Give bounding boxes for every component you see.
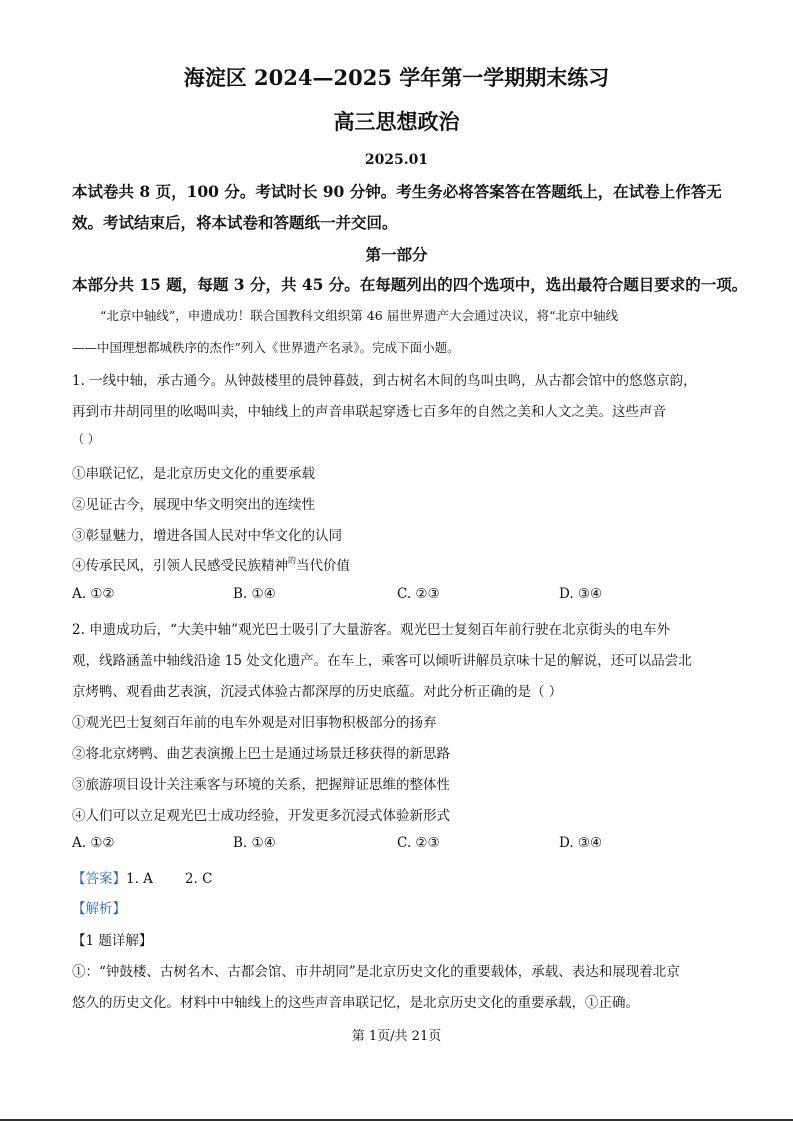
stray-mark: 的	[288, 556, 296, 565]
q2-option-c: C. ②③	[397, 835, 440, 851]
instructions-line-2: 效。考试结束后，将本试卷和答题纸一并交回。	[72, 213, 398, 232]
q1-statement-1: ①串联记忆，是北京历史文化的重要承载	[72, 466, 315, 482]
q2-statement-2: ②将北京烤鸭、曲艺表演搬上巴士是通过场景迁移获得的新思路	[72, 746, 450, 762]
material-line-1: “北京中轴线”，申遗成功！联合国教科文组织第 46 届世界遗产大会通过决议，将“北京中轴线	[100, 308, 619, 323]
q1-statement-4	[72, 554, 350, 574]
page-number: 第 1页/共 21页	[351, 1029, 442, 1044]
analysis-subheading: 【1 题详解】	[72, 933, 153, 949]
q1-stem-line-2: 再到市井胡同里的吆喝叫卖，中轴线上的声音串联起穿透七百多年的自然之美和人文之美。这些声音	[72, 404, 666, 420]
q2-option-d: D. ③④	[559, 835, 603, 851]
page-bottom-divider	[0, 1119, 793, 1121]
analysis-line-1: ①：“钟鼓楼、古树名木、古都会馆、市井胡同”是北京历史文化的重要载体，承载、表达和展现着北京	[72, 964, 680, 980]
part-heading: 第一部分	[365, 245, 428, 264]
q1-option-b: B. ①④	[233, 586, 276, 602]
exam-date: 2025.01	[364, 152, 429, 168]
instructions-line-1: 本试卷共 8 页，100 分。考试时长 90 分钟。考生务必将答案答在答题纸上，在试卷上作答无	[72, 182, 722, 201]
answer-tag: 【答案】	[72, 871, 126, 887]
q1-statement-3: ③彰显魅力，增进各国人民对中华文化的认同	[72, 528, 342, 544]
q1-option-d: D. ③④	[559, 586, 603, 602]
q2-option-a: A. ①②	[72, 835, 115, 851]
q2-option-b: B. ①④	[233, 835, 276, 851]
analysis-line-2: 悠久的历史文化。材料中中轴线上的这些声音串联记忆，是北京历史文化的重要承载，①正确。	[72, 995, 639, 1011]
q2-statement-3: ③旅游项目设计关注乘客与环境的关系，把握辩证思维的整体性	[72, 777, 450, 793]
analysis-tag: 【解析】	[72, 901, 126, 917]
answer-1: 1. A	[126, 871, 153, 887]
q1-option-c: C. ②③	[397, 586, 440, 602]
material-line-2: ——中国理想都城秩序的杰作”列入《世界遗产名录》。完成下面小题。	[72, 340, 460, 355]
q2-stem-line-3: 京烤鸭、观看曲艺表演，沉浸式体验古都深厚的历史底蕴。对此分析正确的是（ ）	[72, 684, 563, 700]
answer-2: 2. C	[184, 871, 213, 887]
q1-stem-line-1: 1. 一线中轴，承古通今。从钟鼓楼里的晨钟暮鼓，到古树名木间的鸟叫虫鸣，从古都会馆中的悠悠京韵，	[72, 373, 697, 389]
subject-title: 高三思想政治	[333, 109, 460, 134]
q2-statement-1: ①观光巴士复刻百年前的电车外观是对旧事物积极部分的扬弃	[72, 715, 437, 731]
q2-statement-4: ④人们可以立足观光巴士成功经验，开发更多沉浸式体验新形式	[72, 808, 450, 824]
q1-statement-4-text-b: 当代价值	[296, 558, 350, 574]
q1-option-a: A. ①②	[72, 586, 115, 602]
answer-line	[72, 867, 212, 887]
q1-statement-2: ②见证古今，展现中华文明突出的连续性	[72, 497, 315, 513]
part-intro: 本部分共 15 题，每题 3 分，共 45 分。在每题列出的四个选项中，选出最符合题目要求的一项。	[72, 275, 748, 294]
q1-answer-blank: （ ）	[72, 432, 100, 446]
q1-statement-4-text-a: ④传承民风，引领人民感受民族精神	[72, 558, 288, 574]
exam-title: 海淀区 2024—2025 学年第一学期期末练习	[183, 65, 610, 90]
q2-stem-line-2: 观，线路涵盖中轴线沿途 15 处文化遗产。在车上，乘客可以倾听讲解员京味十足的解说，还可以品尝北	[72, 653, 692, 669]
q2-stem-line-1: 2. 申遗成功后，“大美中轴”观光巴士吸引了大量游客。观光巴士复刻百年前行驶在北京街头的电车外	[72, 622, 670, 638]
